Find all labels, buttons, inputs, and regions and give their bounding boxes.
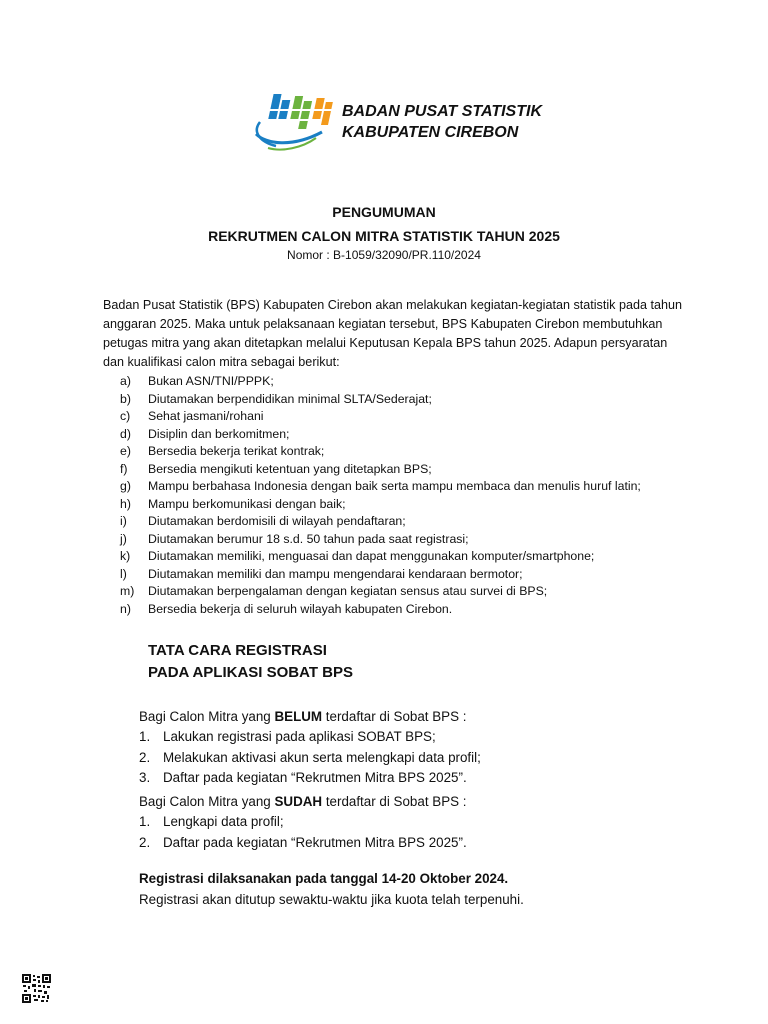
section-heading-line-1: TATA CARA REGISTRASI [148, 642, 327, 659]
intro-line: dan kualifikasi calon mitra sebagai berikut: [103, 355, 340, 369]
requirement-item [120, 391, 641, 409]
requirement-letter: e) [120, 444, 131, 458]
step-item [139, 727, 481, 748]
requirement-letter: n) [120, 601, 131, 616]
intro-paragraph [103, 296, 683, 372]
requirement-text: Diutamakan memiliki, menguasai dan dapat menggunakan komputer/smartphone; [148, 549, 595, 563]
group-header-post: terdaftar di Sobat BPS : [322, 794, 467, 809]
step-number: 1. [139, 729, 151, 744]
requirement-text: Diutamakan berpengalaman dengan kegiatan sensus atau survei di BPS; [148, 584, 548, 598]
step-number: 2. [139, 834, 151, 850]
requirement-letter: c) [120, 409, 131, 423]
requirement-text: Diutamakan berdomisili di wilayah pendaftaran; [148, 514, 406, 528]
intro-line: Badan Pusat Statistik (BPS) Kabupaten Cirebon akan melakukan kegiatan-kegiatan statistik pada tahun [103, 298, 682, 312]
step-text: Daftar pada kegiatan “Rekrutmen Mitra BPS 2025”. [163, 770, 467, 785]
step-number: 2. [139, 749, 151, 765]
step-number: 3. [139, 770, 151, 785]
requirement-item [120, 461, 641, 479]
group-registered [139, 791, 467, 853]
step-text: Lakukan registrasi pada aplikasi SOBAT BPS; [163, 729, 436, 744]
requirement-item [120, 496, 641, 514]
group-header [139, 706, 481, 727]
step-text: Lengkapi data profil; [163, 814, 284, 829]
requirement-item [120, 443, 641, 461]
requirement-letter: g) [120, 479, 131, 493]
requirement-item [120, 548, 641, 566]
registration-date: Registrasi dilaksanakan pada tanggal 14-20 Oktober 2024. [139, 871, 509, 886]
requirement-text: Diutamakan berumur 18 s.d. 50 tahun pada saat registrasi; [148, 531, 469, 546]
requirement-item [120, 531, 641, 549]
group-not-registered [139, 706, 481, 789]
requirement-item [120, 583, 641, 601]
org-line-2: KABUPATEN CIREBON [342, 124, 519, 141]
registration-section-heading [148, 640, 353, 684]
requirement-letter: k) [120, 549, 131, 563]
requirement-letter: d) [120, 426, 131, 441]
announcement-subheading: REKRUTMEN CALON MITRA STATISTIK TAHUN 2025 [208, 228, 560, 244]
step-text: Melakukan aktivasi akun serta melengkapi data profil; [163, 749, 481, 765]
steps-list [139, 727, 481, 789]
group-header-pre: Bagi Calon Mitra yang [139, 709, 275, 724]
requirement-item [120, 478, 641, 496]
requirement-text: Bersedia mengikuti ketentuan yang ditetapkan BPS; [148, 461, 432, 476]
requirement-letter: a) [120, 374, 131, 388]
step-item [139, 833, 467, 854]
group-header [139, 791, 467, 812]
group-header-post: terdaftar di Sobat BPS : [322, 709, 467, 724]
requirement-letter: i) [120, 514, 127, 528]
registration-info [139, 868, 524, 910]
group-header-pre: Bagi Calon Mitra yang [139, 794, 275, 809]
requirement-text: Bukan ASN/TNI/PPPK; [148, 374, 274, 388]
requirement-item [120, 408, 641, 426]
requirement-letter: f) [120, 461, 128, 476]
requirement-letter: h) [120, 496, 131, 511]
requirement-text: Bersedia bekerja di seluruh wilayah kabupaten Cirebon. [148, 601, 453, 616]
organization-name [342, 101, 542, 143]
document-number: Nomor : B-1059/32090/PR.110/2024 [287, 248, 481, 262]
requirement-item [120, 426, 641, 444]
section-heading-line-2: PADA APLIKASI SOBAT BPS [148, 664, 354, 681]
step-item [139, 748, 481, 769]
step-text: Daftar pada kegiatan “Rekrutmen Mitra BPS 2025”. [163, 834, 467, 850]
requirements-list [120, 373, 641, 618]
group-header-emphasis: SUDAH [274, 794, 323, 809]
requirement-text: Diutamakan berpendidikan minimal SLTA/Sederajat; [148, 391, 432, 406]
org-line-1: BADAN PUSAT STATISTIK [342, 103, 542, 120]
steps-list [139, 812, 467, 853]
requirement-item [120, 601, 641, 619]
step-item [139, 812, 467, 833]
requirement-letter: l) [120, 566, 127, 581]
announcement-heading: PENGUMUMAN [332, 204, 436, 220]
intro-line: anggaran 2025. Maka untuk pelaksanaan kegiatan tersebut, BPS Kabupaten Cirebon membutuhkan [103, 317, 663, 331]
step-item [139, 768, 481, 789]
step-number: 1. [139, 814, 151, 829]
group-header-emphasis: BELUM [274, 709, 323, 724]
qr-code-icon [22, 974, 51, 1003]
requirement-letter: j) [120, 531, 127, 546]
requirement-text: Diutamakan memiliki dan mampu mengendarai kendaraan bermotor; [148, 566, 523, 581]
requirement-text: Mampu berkomunikasi dengan baik; [148, 496, 346, 511]
requirement-item [120, 373, 641, 391]
requirement-letter: m) [120, 584, 135, 598]
requirement-text: Mampu berbahasa Indonesia dengan baik serta mampu membaca dan menulis huruf latin; [148, 479, 641, 493]
requirement-text: Sehat jasmani/rohani [148, 409, 264, 423]
requirement-item [120, 513, 641, 531]
bps-logo-icon [252, 92, 334, 154]
intro-line: petugas mitra yang akan ditetapkan melalui Keputusan Kepala BPS tahun 2025. Adapun persyaratan [103, 336, 668, 350]
requirement-text: Bersedia bekerja terikat kontrak; [148, 444, 325, 458]
requirement-item [120, 566, 641, 584]
requirement-text: Disiplin dan berkomitmen; [148, 426, 290, 441]
registration-note: Registrasi akan ditutup sewaktu-waktu jika kuota telah terpenuhi. [139, 892, 524, 907]
requirement-letter: b) [120, 391, 131, 406]
